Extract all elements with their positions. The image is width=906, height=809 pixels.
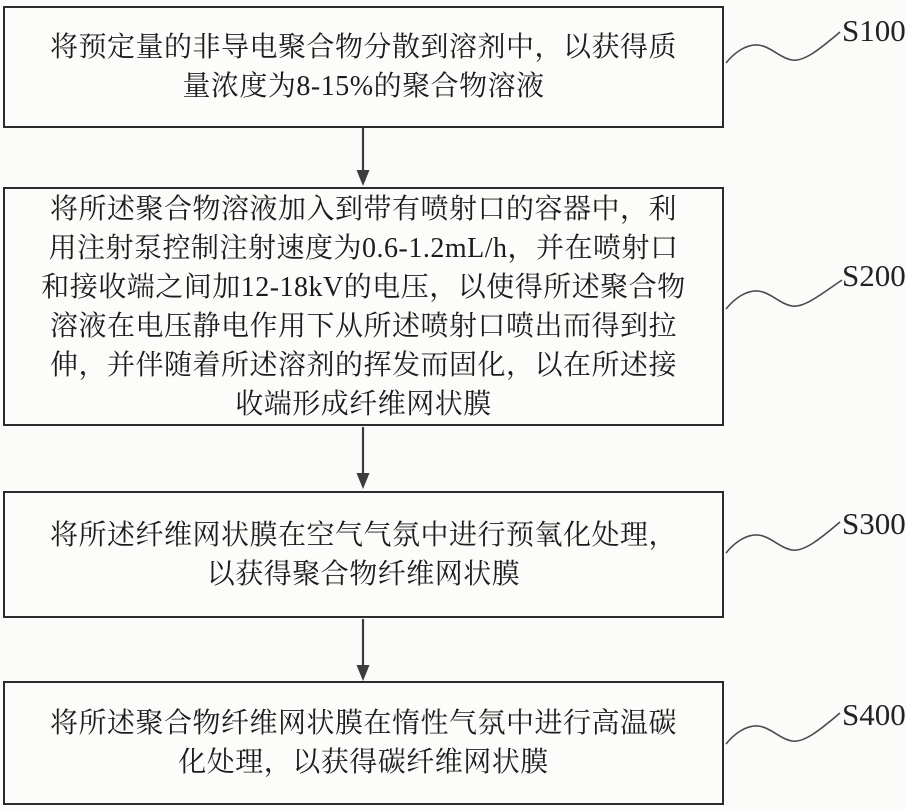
step-text-line: 将所述聚合物纤维网状膜在惰性气氛中进行高温碳 (49, 708, 677, 739)
step-label-s400: S400 (842, 697, 906, 732)
step-text-line: 将所述聚合物溶液加入到带有喷射口的容器中，利 (49, 193, 677, 225)
flow-arrow-2 (357, 427, 370, 489)
step-text-line: 量浓度为8-15%的聚合物溶液 (182, 71, 545, 102)
step-text-line: 将所述纤维网状膜在空气气氛中进行预氧化处理， (49, 519, 677, 551)
step-text-line: 化处理，以获得碳纤维网状膜 (178, 747, 549, 778)
connector-squiggle-s300 (726, 522, 840, 553)
connector-squiggle-s400 (726, 713, 840, 744)
flow-arrow-1 (357, 128, 370, 186)
step-text-line: 溶液在电压静电作用下从所述喷射口喷出而得到拉 (49, 310, 677, 342)
connector-squiggle-s200 (726, 280, 842, 309)
step-box-s200 (3, 187, 724, 426)
step-label-s200: S200 (842, 258, 906, 293)
step-text-line: 收端形成纤维网状膜 (235, 388, 492, 420)
step-label-s100: S100 (842, 13, 906, 48)
step-box-s100 (3, 6, 724, 128)
step-text-line: 以获得聚合物纤维网状膜 (206, 558, 521, 590)
step-label-s300: S300 (842, 506, 906, 541)
step-text-line: 伸，并伴随着所述溶剂的挥发而固化，以在所述接 (49, 349, 677, 381)
step-text-line: 和接收端之间加12-18kV的电压，以使得所述聚合物 (41, 271, 686, 303)
step-text-line: 用注射泵控制注射速度为0.6-1.2mL/h，并在喷射口 (48, 232, 679, 264)
connector-squiggle-s100 (726, 32, 840, 63)
step-box-s300 (3, 491, 724, 618)
step-text-line: 将预定量的非导电聚合物分散到溶剂中，以获得质 (49, 32, 677, 63)
flow-arrow-3 (357, 619, 370, 681)
step-box-s400 (3, 681, 724, 805)
